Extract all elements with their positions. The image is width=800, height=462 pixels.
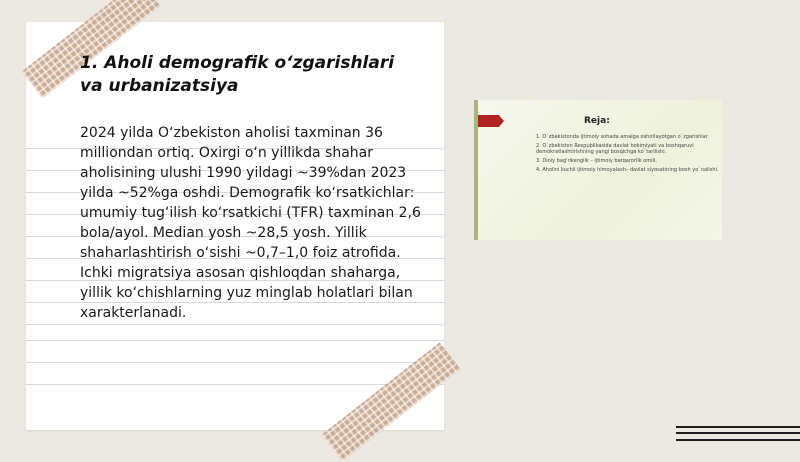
thumbnail-list	[526, 134, 722, 176]
thumbnail-list-item: 2. O`zbekiston Respublikasida davlat hokimiyati va boshqaruvi demokratlashtirishning yangi bosqichga ko`tarilishi.	[536, 143, 694, 155]
slide-title: 1. Aholi demografik o‘zgarishlari va urbanizatsiya	[80, 53, 395, 96]
paper-rule	[26, 340, 444, 341]
thumbnail-list-item: 1. O`zbekistonda ijtimoiy sohada amalga oshirilayotgan o`zgarishlar	[536, 134, 708, 140]
paper-rule	[26, 362, 444, 363]
decorative-line	[676, 439, 800, 441]
paper-rule	[26, 324, 444, 325]
slide-thumbnail[interactable]	[474, 100, 722, 240]
thumbnail-side-bar	[474, 100, 478, 240]
decorative-line	[676, 426, 800, 428]
thumbnail-list-item: 3. Diniy bag'rikenglik – ijtimoiy barqarorlik omili.	[536, 158, 657, 164]
red-arrow-icon	[478, 115, 504, 127]
decorative-line	[676, 432, 800, 434]
thumbnail-list-item: 4. Aholini kuchli ijtimoiy himoyalash– davlat siyosatining bosh yo`nalishi.	[536, 167, 719, 173]
paper-rule	[26, 384, 444, 385]
slide-body: 2024 yilda O‘zbekiston aholisi taxminan 36 milliondan ortiq. Oxirgi o‘n yillikda shahar aholisining ulushi 1990 yildagi ~39%dan 2023 yilda ~52%ga oshdi. Demografik ko‘rsatkichlar: umumiy tug‘ilish ko‘rsatkichi (TFR) taxminan 2,6 bola/ayol. Median yosh ~28,5 yosh. Yillik shaharlashtirish o‘sishi ~0,7–1,0 foiz atrofida. Ichki migratsiya asosan qishloqdan shaharga, yillik ko‘chishlarning yuz minglab holatlari bilan xarakterlanadi.	[80, 125, 421, 321]
thumbnail-title: Reja:	[584, 116, 610, 126]
